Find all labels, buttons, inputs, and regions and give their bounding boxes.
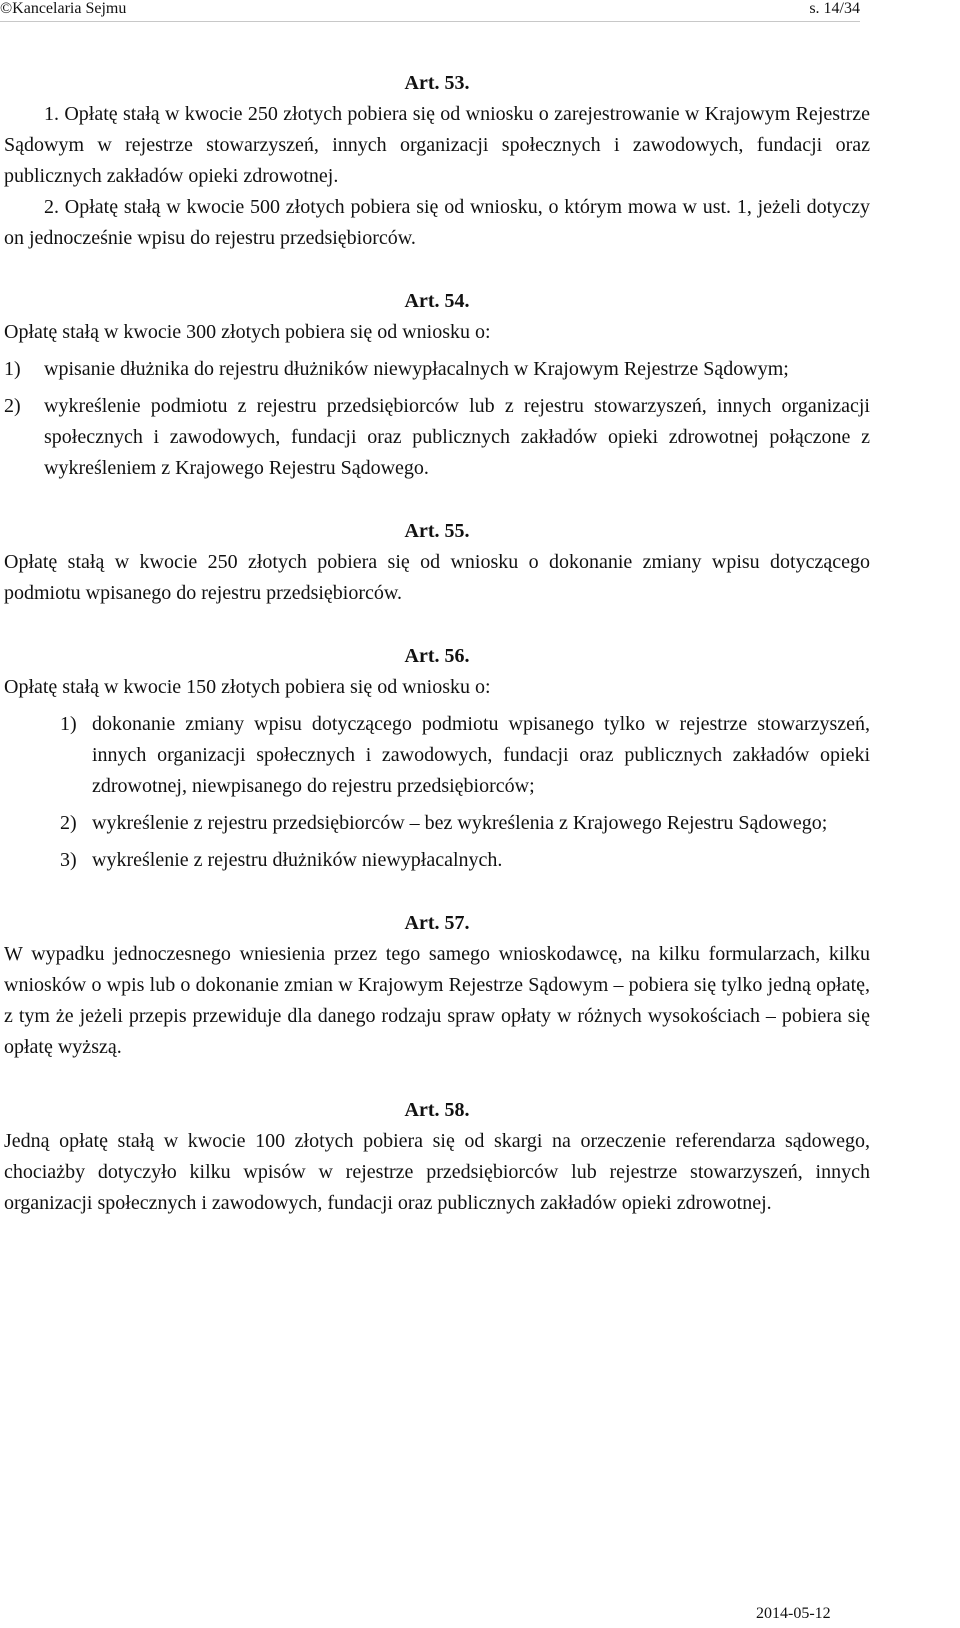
list-item	[4, 845, 870, 876]
footer-date: 2014-05-12	[756, 1605, 831, 1622]
article-heading: Art. 55.	[404, 520, 470, 542]
article-intro: Opłatę stałą w kwocie 300 złotych pobiera się od wniosku o:	[4, 321, 491, 343]
article-paragraph: Opłatę stałą w kwocie 250 złotych pobiera się od wniosku o dokonanie zmiany wpisu dotyczącego podmiotu wpisanego do rejestru przedsiębiorców.	[4, 551, 870, 604]
document-body	[4, 68, 870, 1219]
list-item-text: wykreślenie podmiotu z rejestru przedsiębiorców lub z rejestru stowarzyszeń, innych organizacji społecznych i zawodowych, fundacji oraz publicznych zakładów opieki zdrowotnej połączone z wykreśleniem z Krajowego Rejestru Sądowego.	[44, 395, 870, 479]
article-paragraph: 2. Opłatę stałą w kwocie 500 złotych pobiera się od wniosku, o którym mowa w ust. 1, jeżeli dotyczy on jednocześnie wpisu do rejestru przedsiębiorców.	[4, 196, 870, 249]
list-item	[4, 391, 870, 484]
article-heading: Art. 58.	[404, 1099, 470, 1121]
list-item	[4, 808, 870, 839]
article-53	[4, 68, 870, 254]
article-55	[4, 516, 870, 609]
list-item-text: dokonanie zmiany wpisu dotyczącego podmiotu wpisanego tylko w rejestrze stowarzyszeń, innych organizacji społecznych i zawodowych, fundacji oraz publicznych zakładów opieki zdrowotnej, niewpisanego do rejestru przedsiębiorców;	[92, 713, 870, 797]
list-item	[4, 709, 870, 802]
header-rule	[0, 21, 860, 22]
article-heading: Art. 57.	[404, 912, 470, 934]
list-item-number: 3)	[60, 849, 77, 871]
article-paragraph: Jedną opłatę stałą w kwocie 100 złotych pobiera się od skargi na orzeczenie referendarza sądowego, chociażby dotyczyło kilku wpisów w rejestrze przedsiębiorców lub rejestrze stowarzyszeń, innych organizacji społecznych i zawodowych, fundacji oraz publicznych zakładów opieki zdrowotnej.	[4, 1130, 870, 1214]
list-item-number: 2)	[4, 395, 21, 417]
article-heading: Art. 56.	[404, 645, 470, 667]
article-paragraph: W wypadku jednoczesnego wniesienia przez tego samego wnioskodawcę, na kilku formularzach, kilku wniosków o wpis lub o dokonanie zmian w Krajowym Rejestrze Sądowym – pobiera się tylko jedną opłatę, z tym że jeżeli przepis przewiduje dla danego rodzaju spraw opłaty w różnych wysokościach – pobiera się opłatę wyższą.	[4, 943, 870, 1058]
article-57	[4, 908, 870, 1063]
header-page-number: s. 14/34	[809, 0, 860, 17]
article-heading: Art. 54.	[404, 290, 470, 312]
article-intro: Opłatę stałą w kwocie 150 złotych pobiera się od wniosku o:	[4, 676, 491, 698]
article-56	[4, 641, 870, 876]
list-item-text: wykreślenie z rejestru dłużników niewypłacalnych.	[92, 849, 503, 871]
list-item-number: 1)	[4, 358, 21, 380]
page-header	[0, 0, 860, 22]
article-paragraph: 1. Opłatę stałą w kwocie 250 złotych pobiera się od wniosku o zarejestrowanie w Krajowym Rejestrze Sądowym w rejestrze stowarzyszeń, innych organizacji społecznych i zawodowych, fundacji oraz publicznych zakładów opieki zdrowotnej.	[4, 103, 870, 187]
list-item-number: 1)	[60, 713, 77, 735]
list-item-text: wykreślenie z rejestru przedsiębiorców – bez wykreślenia z Krajowego Rejestru Sądowego;	[92, 812, 828, 834]
header-copyright: ©Kancelaria Sejmu	[0, 0, 127, 17]
article-54	[4, 286, 870, 484]
list-item	[4, 354, 870, 385]
article-heading: Art. 53.	[404, 72, 470, 94]
list-item-number: 2)	[60, 812, 77, 834]
article-58	[4, 1095, 870, 1219]
list-item-text: wpisanie dłużnika do rejestru dłużników niewypłacalnych w Krajowym Rejestrze Sądowym;	[44, 358, 789, 380]
